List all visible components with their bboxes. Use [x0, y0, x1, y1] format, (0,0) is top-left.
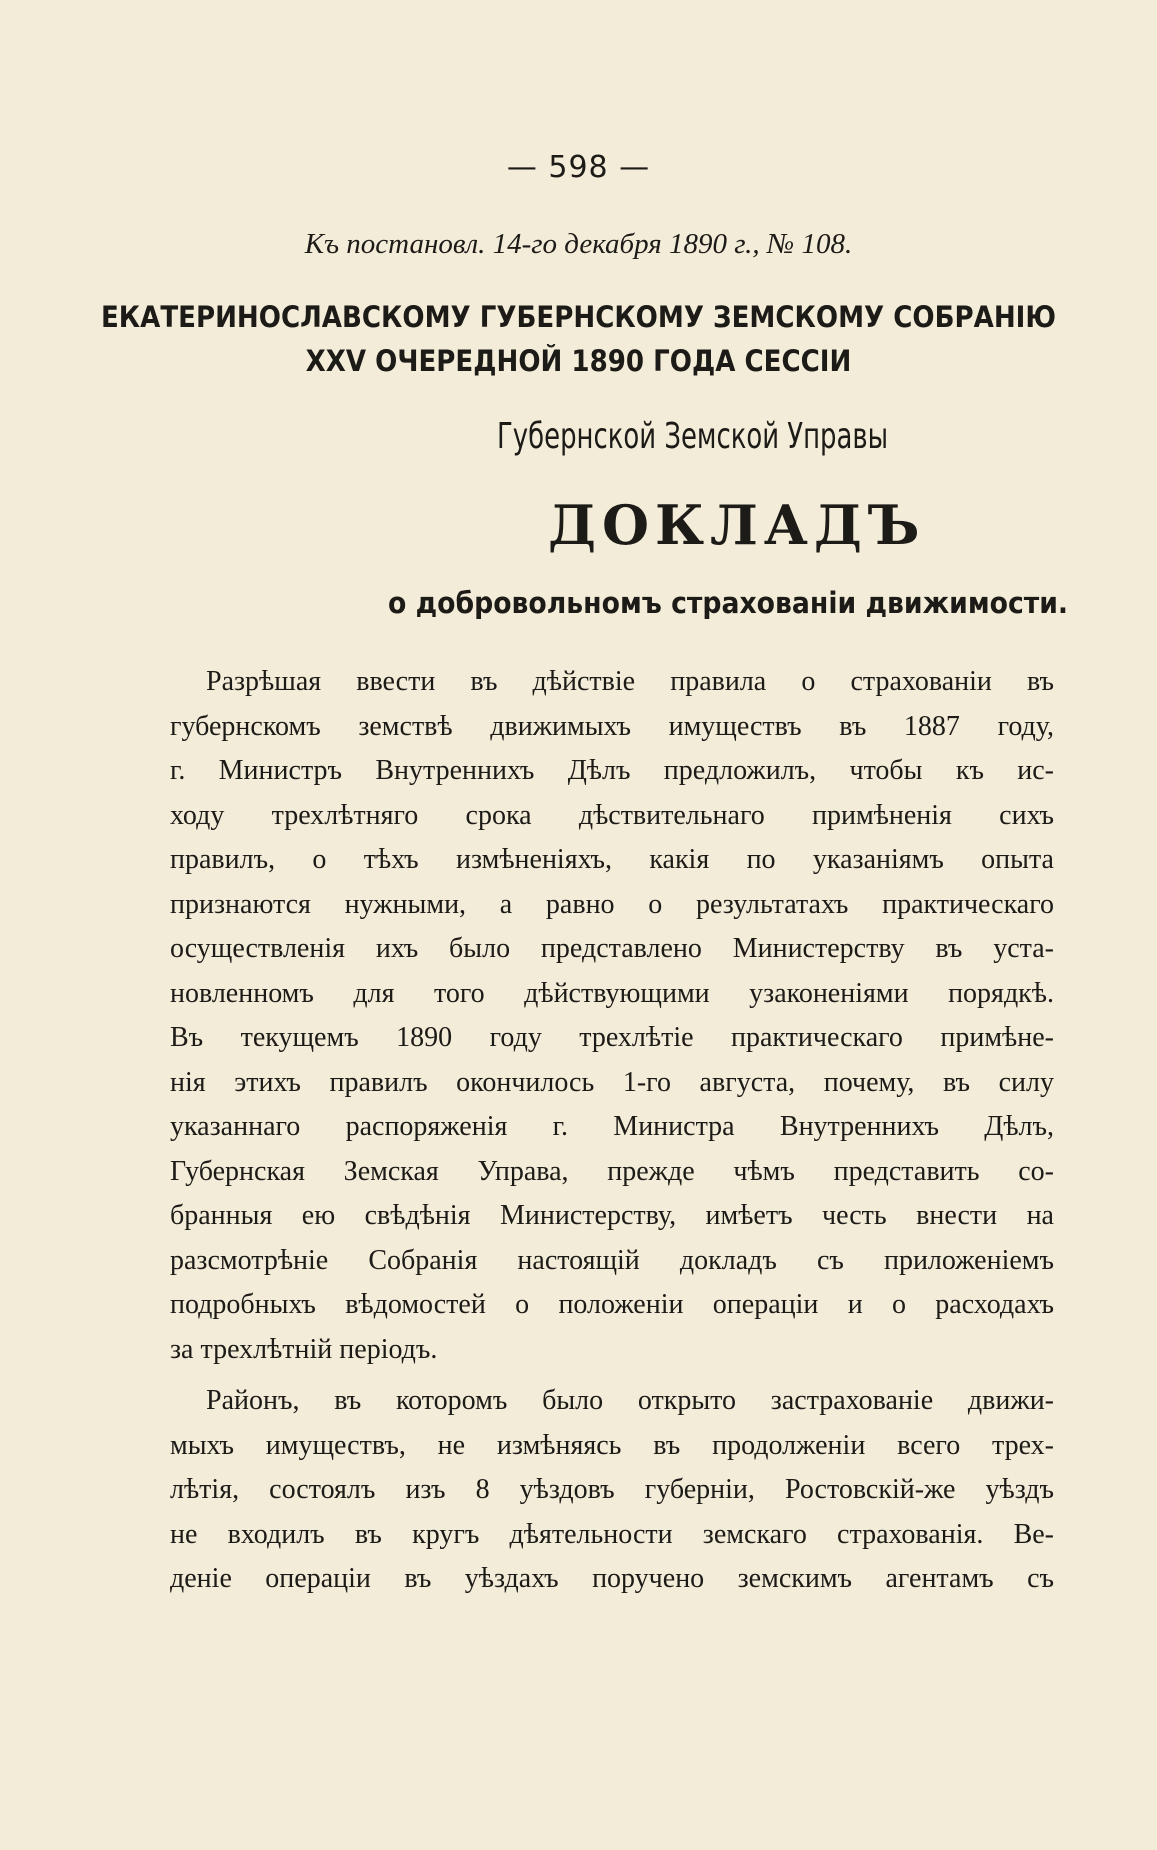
text-line: за трехлѣтній періодъ.: [170, 1333, 438, 1365]
reference-line: Къ постановл. 14-го декабря 1890 г., № 108.: [304, 228, 853, 260]
text-line: подробныхъ вѣдомостей о положеніи операціи и о расходахъ: [170, 1289, 1054, 1320]
heading-line-1: ЕКАТЕРИНОСЛАВСКОМУ ГУБЕРНСКОМУ ЗЕМСКОМУ СОБРАНІЮ: [100, 300, 1057, 334]
text-line: правилъ, о тѣхъ измѣненіяхъ, какія по указаніямъ опыта: [170, 844, 1054, 875]
authority-line: Губернской Земской Управы: [497, 416, 889, 457]
document-title: ДОКЛАДЪ: [548, 493, 926, 557]
text-line: Губернская Земская Управа, прежде чѣмъ представить со-: [170, 1155, 1054, 1187]
text-line: Въ текущемъ 1890 году трехлѣтіе практическаго примѣне-: [170, 1022, 1054, 1053]
paragraph-1: [170, 660, 1054, 1372]
text-line: Районъ, въ которомъ было открыто застрахованіе движи-: [206, 1385, 1054, 1416]
paragraph-2: [170, 1379, 1054, 1602]
text-line: Разрѣшая ввести въ дѣйствіе правила о страхованіи въ: [206, 666, 1054, 697]
document-subtitle: о добровольномъ страхованіи движимости.: [388, 586, 1069, 620]
text-line: нія этихъ правилъ окончилось 1-го августа, почему, въ силу: [170, 1066, 1054, 1098]
text-line: разсмотрѣніе Собранія настоящій докладъ съ приложеніемъ: [170, 1244, 1054, 1276]
text-line: деніе операціи въ уѣздахъ поручено земскимъ агентамъ съ: [170, 1563, 1054, 1594]
text-line: бранныя ею свѣдѣнія Министерству, имѣетъ честь внести на: [170, 1200, 1054, 1231]
heading-line-2: XXV ОЧЕРЕДНОЙ 1890 ГОДА СЕССІИ: [305, 344, 852, 378]
text-line: признаются нужными, а равно о результатахъ практическаго: [170, 888, 1054, 920]
text-line: новленномъ для того дѣйствующими узаконеніями порядкѣ.: [170, 977, 1054, 1009]
text-line: губернскомъ земствѣ движимыхъ имуществъ въ 1887 году,: [170, 710, 1054, 742]
text-line: осуществленія ихъ было представлено Министерству въ уста-: [170, 933, 1054, 964]
text-line: г. Министръ Внутреннихъ Дѣлъ предложилъ, чтобы къ ис-: [170, 755, 1054, 786]
text-line: указаннаго распоряженія г. Министра Внутреннихъ Дѣлъ,: [170, 1111, 1054, 1142]
text-line: лѣтія, состоялъ изъ 8 уѣздовъ губерніи, Ростовскій-же уѣздъ: [170, 1474, 1054, 1505]
text-line: ходу трехлѣтняго срока дѣствительнаго примѣненія сихъ: [170, 799, 1054, 831]
text-line: мыхъ имуществъ, не измѣняясь въ продолженіи всего трех-: [170, 1429, 1054, 1461]
page-number: — 598 —: [506, 150, 651, 185]
text-line: не входилъ въ кругъ дѣятельности земскаго страхованія. Ве-: [170, 1518, 1054, 1550]
